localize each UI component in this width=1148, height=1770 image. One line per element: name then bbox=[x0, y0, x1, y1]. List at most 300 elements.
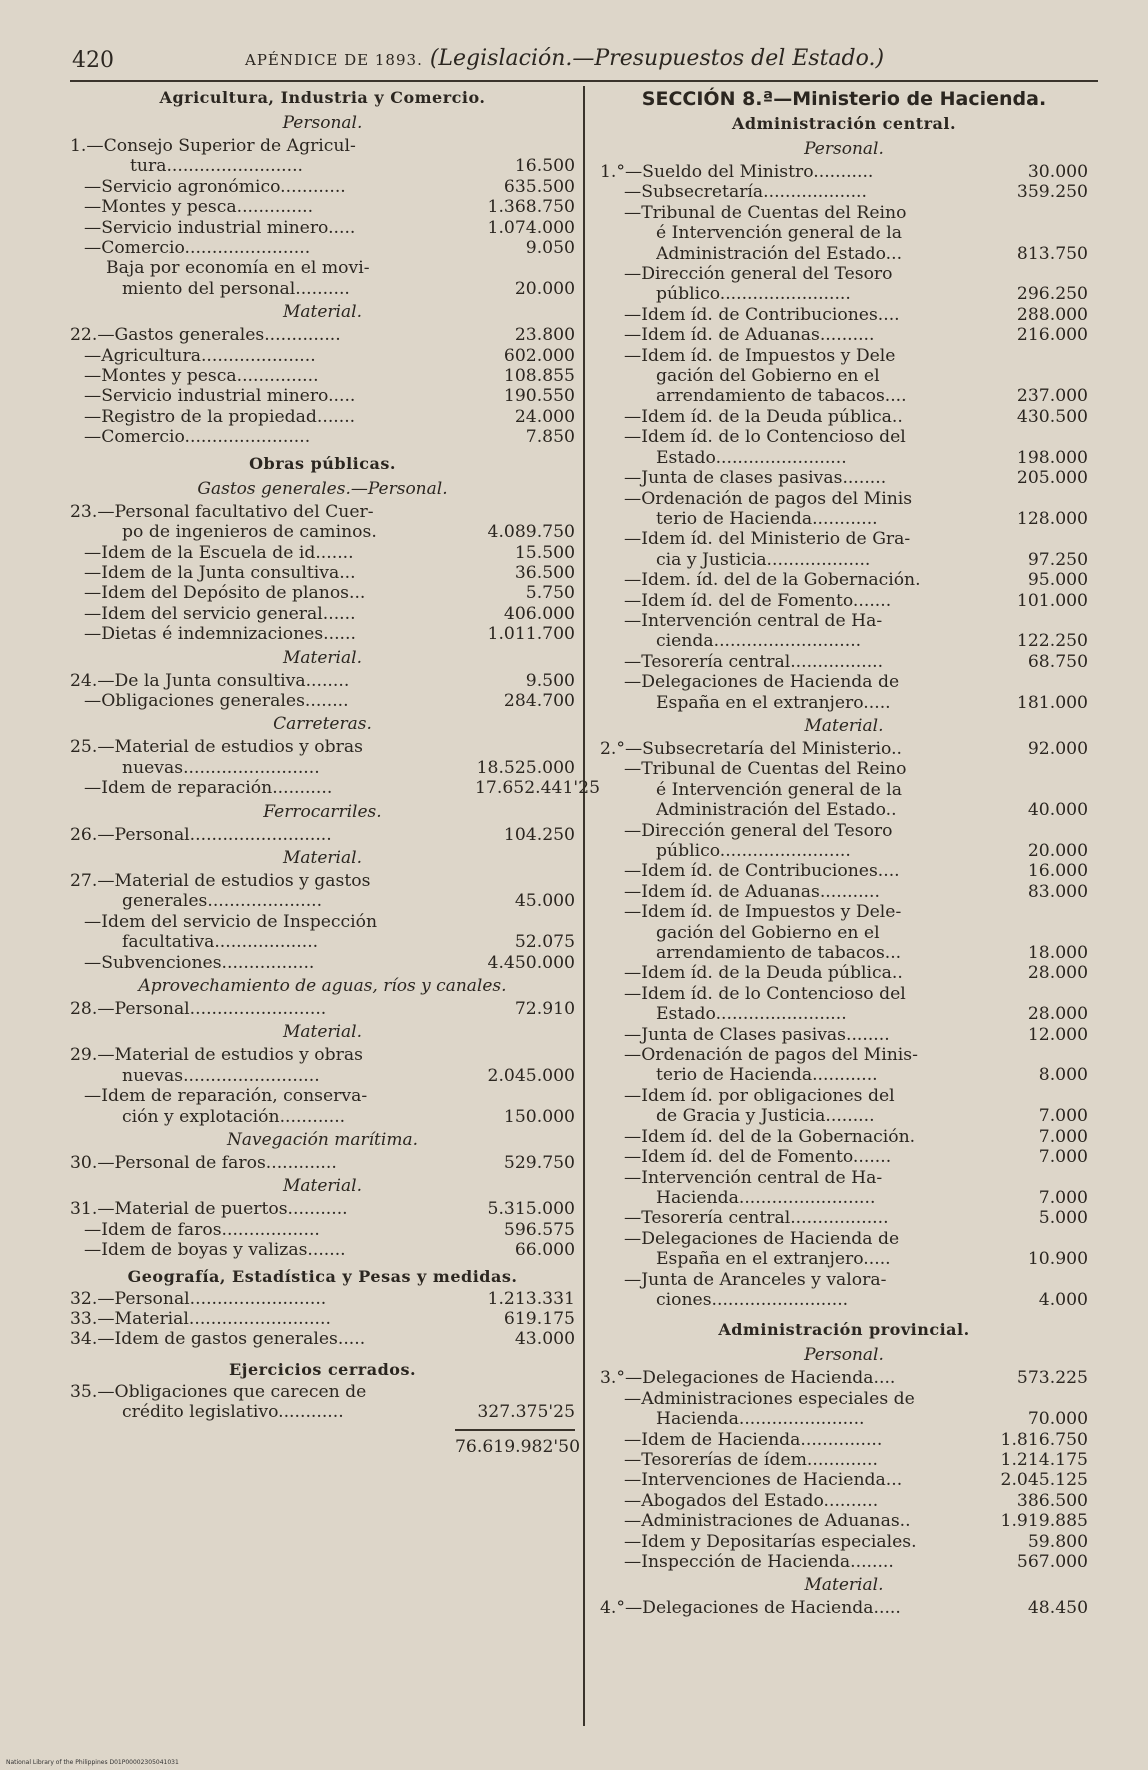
row-amount: 2.045.125 bbox=[1000, 1470, 1088, 1491]
row-label: terio de Hacienda............ bbox=[656, 1065, 878, 1086]
row-label: —Tribunal de Cuentas del Reino bbox=[624, 759, 907, 780]
budget-row bbox=[600, 468, 1088, 488]
row-label: é Intervención general de la bbox=[656, 779, 902, 800]
row-label: —Servicio industrial minero..... bbox=[84, 217, 356, 238]
row-label: cia y Justicia................... bbox=[656, 549, 871, 570]
budget-row bbox=[70, 502, 575, 522]
row-label: 4.°—Delegaciones de Hacienda..... bbox=[600, 1598, 901, 1619]
budget-row bbox=[600, 611, 1088, 631]
budget-row bbox=[70, 177, 575, 197]
budget-row bbox=[600, 1229, 1088, 1249]
budget-row bbox=[600, 591, 1088, 611]
total-block bbox=[70, 1429, 581, 1457]
budget-row bbox=[600, 427, 1088, 447]
budget-row bbox=[600, 407, 1088, 427]
row-amount: 36.500 bbox=[514, 562, 575, 583]
row-label: —Tribunal de Cuentas del Reino bbox=[624, 202, 907, 223]
row-amount: 20.000 bbox=[514, 278, 575, 299]
row-amount: 296.250 bbox=[1016, 284, 1088, 305]
budget-row bbox=[600, 1147, 1088, 1167]
budget-row bbox=[70, 758, 575, 778]
row-label: 25.—Material de estudios y obras bbox=[70, 737, 363, 758]
row-amount: 52.075 bbox=[514, 932, 575, 953]
running-head bbox=[245, 46, 884, 71]
budget-row bbox=[600, 1086, 1088, 1106]
row-label: 1.—Consejo Superior de Agricul- bbox=[70, 136, 356, 156]
row-label: —Dietas é indemnizaciones...... bbox=[84, 624, 356, 645]
budget-row bbox=[70, 871, 575, 891]
budget-row bbox=[600, 923, 1088, 943]
row-amount: 7.850 bbox=[525, 427, 575, 448]
budget-row bbox=[70, 1309, 575, 1329]
row-label: 29.—Material de estudios y obras bbox=[70, 1045, 363, 1066]
row-label: 35.—Obligaciones que carecen de bbox=[70, 1381, 367, 1402]
budget-row bbox=[70, 1220, 575, 1240]
row-label: España en el extranjero..... bbox=[656, 1249, 891, 1270]
budget-row bbox=[600, 943, 1088, 963]
row-amount: 430.500 bbox=[1016, 406, 1088, 427]
row-amount: 5.315.000 bbox=[487, 1199, 575, 1220]
budget-row bbox=[600, 902, 1088, 922]
budget-row bbox=[600, 1045, 1088, 1065]
row-label: Estado........................ bbox=[656, 1004, 847, 1025]
row-label: —Intervención central de Ha- bbox=[624, 610, 883, 631]
row-amount: 9.500 bbox=[525, 670, 575, 691]
running-head-title: APÉNDICE DE 1893. bbox=[245, 51, 423, 69]
budget-row bbox=[600, 1065, 1088, 1085]
row-label: 30.—Personal de faros............. bbox=[70, 1153, 337, 1174]
row-amount: 7.000 bbox=[1038, 1187, 1088, 1208]
budget-row bbox=[70, 346, 575, 366]
sub-heading: Personal. bbox=[804, 1345, 884, 1366]
row-amount: 5.750 bbox=[525, 583, 575, 604]
row-amount: 28.000 bbox=[1027, 1004, 1088, 1025]
row-label: —Montes y pesca............... bbox=[84, 366, 319, 387]
row-label: 3.°—Delegaciones de Hacienda.... bbox=[600, 1368, 896, 1389]
row-label: Administración del Estado... bbox=[656, 243, 903, 264]
row-label: —Idem íd. de Contribuciones.... bbox=[624, 861, 900, 882]
row-label: Baja por economía en el movi- bbox=[106, 258, 370, 279]
row-label: 34.—Idem de gastos generales..... bbox=[70, 1329, 366, 1350]
section-heading: Administración provincial. bbox=[718, 1320, 970, 1340]
row-label: po de ingenieros de caminos. bbox=[122, 522, 377, 543]
sub-heading: Material. bbox=[804, 1575, 884, 1596]
budget-row bbox=[600, 1290, 1088, 1310]
row-amount: 573.225 bbox=[1016, 1368, 1088, 1389]
row-label: —Ordenación de pagos del Minis- bbox=[624, 1045, 918, 1066]
budget-row bbox=[70, 999, 575, 1019]
budget-row bbox=[70, 912, 575, 932]
row-label: Hacienda....................... bbox=[656, 1409, 865, 1430]
budget-row bbox=[600, 1389, 1088, 1409]
row-amount: 43.000 bbox=[514, 1329, 575, 1350]
left-column bbox=[70, 86, 601, 1457]
budget-row bbox=[70, 778, 601, 799]
row-label: público........................ bbox=[656, 841, 851, 861]
budget-row bbox=[600, 780, 1088, 800]
row-label: —Idem del Depósito de planos... bbox=[84, 583, 366, 604]
row-label: —Idem de la Escuela de id....... bbox=[84, 542, 354, 563]
row-amount: 567.000 bbox=[1016, 1552, 1088, 1572]
row-label: —Subvenciones................. bbox=[84, 952, 315, 973]
row-label: 1.°—Sueldo del Ministro........... bbox=[600, 162, 874, 182]
row-label: —Intervención central de Ha- bbox=[624, 1167, 883, 1188]
budget-row bbox=[70, 258, 575, 278]
budget-row bbox=[600, 1552, 1088, 1572]
row-label: é Intervención general de la bbox=[656, 223, 902, 244]
row-label: —Idem íd. por obligaciones del bbox=[624, 1085, 895, 1106]
row-amount: 190.550 bbox=[503, 386, 575, 407]
budget-row bbox=[70, 1153, 575, 1173]
budget-row bbox=[600, 203, 1088, 223]
sub-heading: Material. bbox=[283, 647, 362, 668]
row-label: gación del Gobierno en el bbox=[656, 366, 880, 387]
row-amount: 1.074.000 bbox=[487, 217, 575, 238]
row-label: tura......................... bbox=[130, 156, 304, 177]
budget-row bbox=[70, 624, 575, 644]
row-label: de Gracia y Justicia......... bbox=[656, 1106, 875, 1127]
row-label: —Administraciones de Aduanas.. bbox=[624, 1511, 911, 1532]
row-amount: 7.000 bbox=[1038, 1147, 1088, 1168]
row-amount: 529.750 bbox=[503, 1153, 575, 1174]
sub-heading: Material. bbox=[283, 1176, 362, 1197]
budget-row bbox=[70, 1240, 575, 1260]
row-label: 24.—De la Junta consultiva........ bbox=[70, 670, 350, 691]
budget-row bbox=[70, 563, 575, 583]
row-amount: 359.250 bbox=[1016, 182, 1088, 203]
row-amount: 12.000 bbox=[1027, 1024, 1088, 1045]
row-amount: 97.250 bbox=[1027, 549, 1088, 570]
row-amount: 45.000 bbox=[514, 891, 575, 912]
row-label: —Intervenciones de Hacienda... bbox=[624, 1470, 903, 1491]
row-label: —Delegaciones de Hacienda de bbox=[624, 1228, 900, 1249]
row-amount: 386.500 bbox=[1016, 1490, 1088, 1511]
row-amount: 216.000 bbox=[1016, 325, 1088, 346]
sub-heading: Material. bbox=[283, 847, 362, 868]
row-amount: 1.816.750 bbox=[1000, 1429, 1088, 1450]
column-divider bbox=[583, 86, 585, 1726]
section-title: SECCIÓN 8.ª—Ministerio de Hacienda. bbox=[641, 88, 1047, 110]
row-label: —Idem íd. del de la Gobernación. bbox=[624, 1126, 916, 1147]
sub-heading: Navegación marítima. bbox=[227, 1130, 418, 1151]
budget-row bbox=[600, 509, 1088, 529]
row-amount: 95.000 bbox=[1027, 570, 1088, 591]
row-label: 2.°—Subsecretaría del Ministerio.. bbox=[600, 738, 902, 759]
row-amount: 288.000 bbox=[1016, 304, 1088, 325]
sub-heading: Ferrocarriles. bbox=[263, 801, 382, 822]
row-label: —Junta de clases pasivas........ bbox=[624, 468, 887, 489]
row-amount: 1.919.885 bbox=[1000, 1511, 1088, 1532]
row-amount: 104.250 bbox=[503, 824, 575, 845]
budget-row bbox=[70, 1402, 575, 1422]
budget-row bbox=[70, 136, 575, 156]
budget-row bbox=[600, 489, 1088, 509]
row-amount: 101.000 bbox=[1016, 590, 1088, 611]
row-amount: 1.213.331 bbox=[487, 1288, 575, 1309]
row-label: —Idem del servicio de Inspección bbox=[84, 911, 378, 932]
budget-row bbox=[70, 1086, 575, 1106]
row-label: Hacienda......................... bbox=[656, 1187, 876, 1208]
budget-row bbox=[70, 407, 575, 427]
budget-row bbox=[70, 691, 575, 711]
row-amount: 602.000 bbox=[503, 345, 575, 366]
row-amount: 28.000 bbox=[1027, 963, 1088, 984]
budget-row bbox=[600, 264, 1088, 284]
row-label: 33.—Material.......................... bbox=[70, 1309, 331, 1330]
budget-row bbox=[600, 672, 1088, 692]
row-label: 31.—Material de puertos........... bbox=[70, 1199, 348, 1220]
row-label: ciones......................... bbox=[656, 1289, 849, 1310]
budget-row bbox=[600, 1470, 1088, 1490]
row-amount: 108.855 bbox=[503, 366, 575, 387]
budget-row bbox=[70, 156, 575, 176]
page-number: 420 bbox=[72, 48, 114, 73]
row-label: —Idem de la Junta consultiva... bbox=[84, 562, 356, 583]
row-label: —Idem de reparación, conserva- bbox=[84, 1086, 368, 1107]
budget-row bbox=[600, 182, 1088, 202]
row-label: miento del personal.......... bbox=[122, 278, 350, 299]
row-label: —Registro de la propiedad....... bbox=[84, 406, 356, 427]
row-label: —Servicio industrial minero..... bbox=[84, 386, 356, 407]
row-amount: 10.900 bbox=[1027, 1249, 1088, 1270]
row-label: —Obligaciones generales........ bbox=[84, 690, 349, 711]
row-label: —Junta de Clases pasivas........ bbox=[624, 1024, 890, 1045]
row-label: —Idem íd. de la Deuda pública.. bbox=[624, 406, 903, 427]
row-label: —Idem íd. de Impuestos y Dele- bbox=[624, 902, 902, 923]
row-label: —Tesorería central................. bbox=[624, 651, 884, 672]
row-amount: 16.500 bbox=[514, 156, 575, 177]
row-amount: 2.045.000 bbox=[487, 1065, 575, 1086]
budget-row bbox=[600, 325, 1088, 345]
budget-row bbox=[600, 693, 1088, 713]
budget-row bbox=[70, 1107, 575, 1127]
budget-row bbox=[70, 279, 575, 299]
row-label: Administración del Estado.. bbox=[656, 800, 897, 821]
row-amount: 1.368.750 bbox=[487, 197, 575, 218]
row-label: ción y explotación............ bbox=[122, 1106, 346, 1127]
row-amount: 198.000 bbox=[1016, 447, 1088, 468]
row-amount: 17.652.441'25 bbox=[475, 778, 601, 799]
row-amount: 205.000 bbox=[1016, 468, 1088, 489]
budget-row bbox=[70, 427, 575, 447]
row-amount: 92.000 bbox=[1027, 738, 1088, 759]
budget-row bbox=[600, 1532, 1088, 1552]
row-label: —Idem íd. de Impuestos y Dele bbox=[624, 345, 896, 366]
row-label: —Idem íd. de lo Contencioso del bbox=[624, 427, 906, 448]
row-amount: 635.500 bbox=[503, 176, 575, 197]
budget-row bbox=[600, 1168, 1088, 1188]
row-amount: 24.000 bbox=[514, 406, 575, 427]
budget-row bbox=[70, 386, 575, 406]
budget-row bbox=[70, 583, 575, 603]
row-label: —Idem íd. de la Deuda pública.. bbox=[624, 963, 903, 984]
row-label: 22.—Gastos generales.............. bbox=[70, 325, 341, 346]
budget-row bbox=[600, 861, 1088, 881]
sub-heading: Material. bbox=[283, 302, 362, 323]
budget-row bbox=[600, 652, 1088, 672]
row-amount: 20.000 bbox=[1027, 841, 1088, 861]
budget-row bbox=[600, 1004, 1088, 1024]
row-label: Estado........................ bbox=[656, 447, 847, 468]
row-amount: 181.000 bbox=[1016, 692, 1088, 713]
row-amount: 40.000 bbox=[1027, 800, 1088, 821]
row-amount: 327.375'25 bbox=[477, 1402, 575, 1423]
row-amount: 7.000 bbox=[1038, 1106, 1088, 1127]
budget-row bbox=[600, 1270, 1088, 1290]
budget-row bbox=[70, 825, 575, 845]
budget-row bbox=[600, 366, 1088, 386]
budget-row bbox=[600, 1368, 1088, 1388]
budget-row bbox=[600, 1450, 1088, 1470]
row-amount: 18.525.000 bbox=[476, 757, 575, 778]
budget-row bbox=[600, 882, 1088, 902]
budget-row bbox=[70, 543, 575, 563]
budget-row bbox=[70, 197, 575, 217]
header-rule bbox=[70, 80, 1098, 82]
row-label: —Administraciones especiales de bbox=[624, 1388, 915, 1409]
row-label: —Idem íd. de Aduanas........... bbox=[624, 881, 880, 902]
row-amount: 4.089.750 bbox=[487, 522, 575, 543]
row-amount: 4.450.000 bbox=[487, 952, 575, 973]
budget-row bbox=[70, 238, 575, 258]
budget-row bbox=[70, 932, 575, 952]
budget-row bbox=[600, 1025, 1088, 1045]
section-heading: Ejercicios cerrados. bbox=[228, 1359, 417, 1379]
row-label: —Idem. íd. del de la Gobernación. bbox=[624, 570, 921, 591]
budget-row bbox=[600, 162, 1088, 182]
row-label: 23.—Personal facultativo del Cuer- bbox=[70, 501, 374, 522]
budget-row bbox=[70, 366, 575, 386]
budget-row bbox=[70, 1382, 575, 1402]
row-label: nuevas......................... bbox=[122, 1065, 320, 1086]
budget-row bbox=[600, 1511, 1088, 1531]
budget-row bbox=[600, 800, 1088, 820]
budget-row bbox=[600, 284, 1088, 304]
page-header bbox=[0, 40, 1148, 80]
budget-row bbox=[600, 223, 1088, 243]
section-heading: Agricultura, Industria y Comercio. bbox=[159, 88, 486, 107]
row-amount: 5.000 bbox=[1038, 1208, 1088, 1229]
budget-row bbox=[600, 1106, 1088, 1126]
budget-row bbox=[600, 570, 1088, 590]
row-amount: 1.214.175 bbox=[1000, 1449, 1088, 1470]
row-label: —Agricultura..................... bbox=[84, 345, 316, 366]
row-amount: 30.000 bbox=[1027, 162, 1088, 182]
row-amount: 406.000 bbox=[503, 603, 575, 624]
budget-row bbox=[600, 1208, 1088, 1228]
budget-row bbox=[70, 671, 575, 691]
row-amount: 59.800 bbox=[1027, 1531, 1088, 1552]
row-label: —Idem íd. de lo Contencioso del bbox=[624, 983, 906, 1004]
row-label: —Inspección de Hacienda........ bbox=[624, 1552, 894, 1572]
row-label: terio de Hacienda............ bbox=[656, 508, 878, 529]
row-amount: 284.700 bbox=[503, 690, 575, 711]
row-label: —Idem íd. del de Fomento....... bbox=[624, 1147, 892, 1168]
row-label: —Comercio....................... bbox=[84, 238, 311, 259]
row-label: —Idem íd. de Aduanas.......... bbox=[624, 325, 875, 346]
row-amount: 16.000 bbox=[1027, 861, 1088, 882]
budget-row bbox=[600, 1409, 1088, 1429]
budget-row bbox=[70, 953, 575, 973]
budget-row bbox=[600, 386, 1088, 406]
row-amount: 9.050 bbox=[525, 238, 575, 259]
budget-row bbox=[70, 218, 575, 238]
budget-row bbox=[600, 1491, 1088, 1511]
budget-row bbox=[600, 739, 1088, 759]
row-label: arrendamiento de tabacos.... bbox=[656, 386, 907, 407]
budget-row bbox=[70, 325, 575, 345]
budget-row bbox=[70, 604, 575, 624]
budget-row bbox=[600, 1249, 1088, 1269]
budget-row bbox=[70, 1329, 575, 1349]
row-label: —Junta de Aranceles y valora- bbox=[624, 1269, 887, 1290]
row-label: —Idem de boyas y valizas....... bbox=[84, 1240, 346, 1261]
row-label: España en el extranjero..... bbox=[656, 692, 891, 713]
budget-row bbox=[70, 522, 575, 542]
row-label: gación del Gobierno en el bbox=[656, 922, 880, 943]
budget-row bbox=[600, 244, 1088, 264]
running-head-subtitle: (Legislación.—Presupuestos del Estado.) bbox=[429, 46, 885, 71]
budget-row bbox=[70, 1199, 575, 1219]
row-label: generales..................... bbox=[122, 891, 323, 912]
row-amount: 68.750 bbox=[1027, 651, 1088, 672]
budget-row bbox=[600, 346, 1088, 366]
budget-row bbox=[600, 963, 1088, 983]
sub-heading: Personal. bbox=[804, 139, 884, 159]
row-amount: 23.800 bbox=[514, 325, 575, 346]
row-label: —Servicio agronómico............ bbox=[84, 176, 346, 197]
row-amount: 48.450 bbox=[1027, 1598, 1088, 1619]
row-label: —Ordenación de pagos del Minis bbox=[624, 488, 913, 509]
footer-note: National Library of the Philippines D01P00002305041031 bbox=[6, 1759, 179, 1766]
row-amount: 619.175 bbox=[503, 1309, 575, 1330]
budget-row bbox=[600, 305, 1088, 325]
row-amount: 1.011.700 bbox=[487, 624, 575, 645]
row-label: —Dirección general del Tesoro bbox=[624, 264, 893, 285]
row-label: —Dirección general del Tesoro bbox=[624, 820, 893, 841]
row-label: —Idem de Hacienda............... bbox=[624, 1429, 883, 1450]
row-amount: 596.575 bbox=[503, 1219, 575, 1240]
row-amount: 813.750 bbox=[1016, 243, 1088, 264]
sub-heading: Personal. bbox=[282, 113, 363, 133]
row-label: arrendamiento de tabacos... bbox=[656, 943, 902, 964]
row-amount: 15.500 bbox=[514, 542, 575, 563]
row-amount: 4.000 bbox=[1038, 1289, 1088, 1310]
row-label: —Comercio....................... bbox=[84, 427, 311, 448]
budget-row bbox=[600, 1127, 1088, 1147]
sub-heading: Material. bbox=[804, 715, 884, 736]
row-amount: 72.910 bbox=[514, 999, 575, 1019]
section-heading: Obras públicas. bbox=[249, 453, 396, 473]
row-label: nuevas......................... bbox=[122, 757, 320, 778]
total-amount: 76.619.982'50 bbox=[455, 1429, 575, 1457]
row-label: —Tesorería central.................. bbox=[624, 1208, 889, 1229]
row-label: 27.—Material de estudios y gastos bbox=[70, 870, 371, 891]
row-label: crédito legislativo............ bbox=[122, 1402, 344, 1423]
row-amount: 18.000 bbox=[1027, 943, 1088, 964]
budget-row bbox=[600, 448, 1088, 468]
row-label: —Idem del servicio general...... bbox=[84, 603, 356, 624]
row-amount: 66.000 bbox=[514, 1240, 575, 1261]
row-label: —Abogados del Estado.......... bbox=[624, 1490, 879, 1511]
sub-heading: Gastos generales.—Personal. bbox=[197, 478, 448, 499]
right-column bbox=[600, 86, 1088, 1619]
budget-row bbox=[600, 631, 1088, 651]
section-heading: Administración central. bbox=[731, 114, 957, 133]
row-label: 28.—Personal......................... bbox=[70, 999, 327, 1019]
budget-row bbox=[600, 550, 1088, 570]
row-label: público........................ bbox=[656, 284, 851, 305]
